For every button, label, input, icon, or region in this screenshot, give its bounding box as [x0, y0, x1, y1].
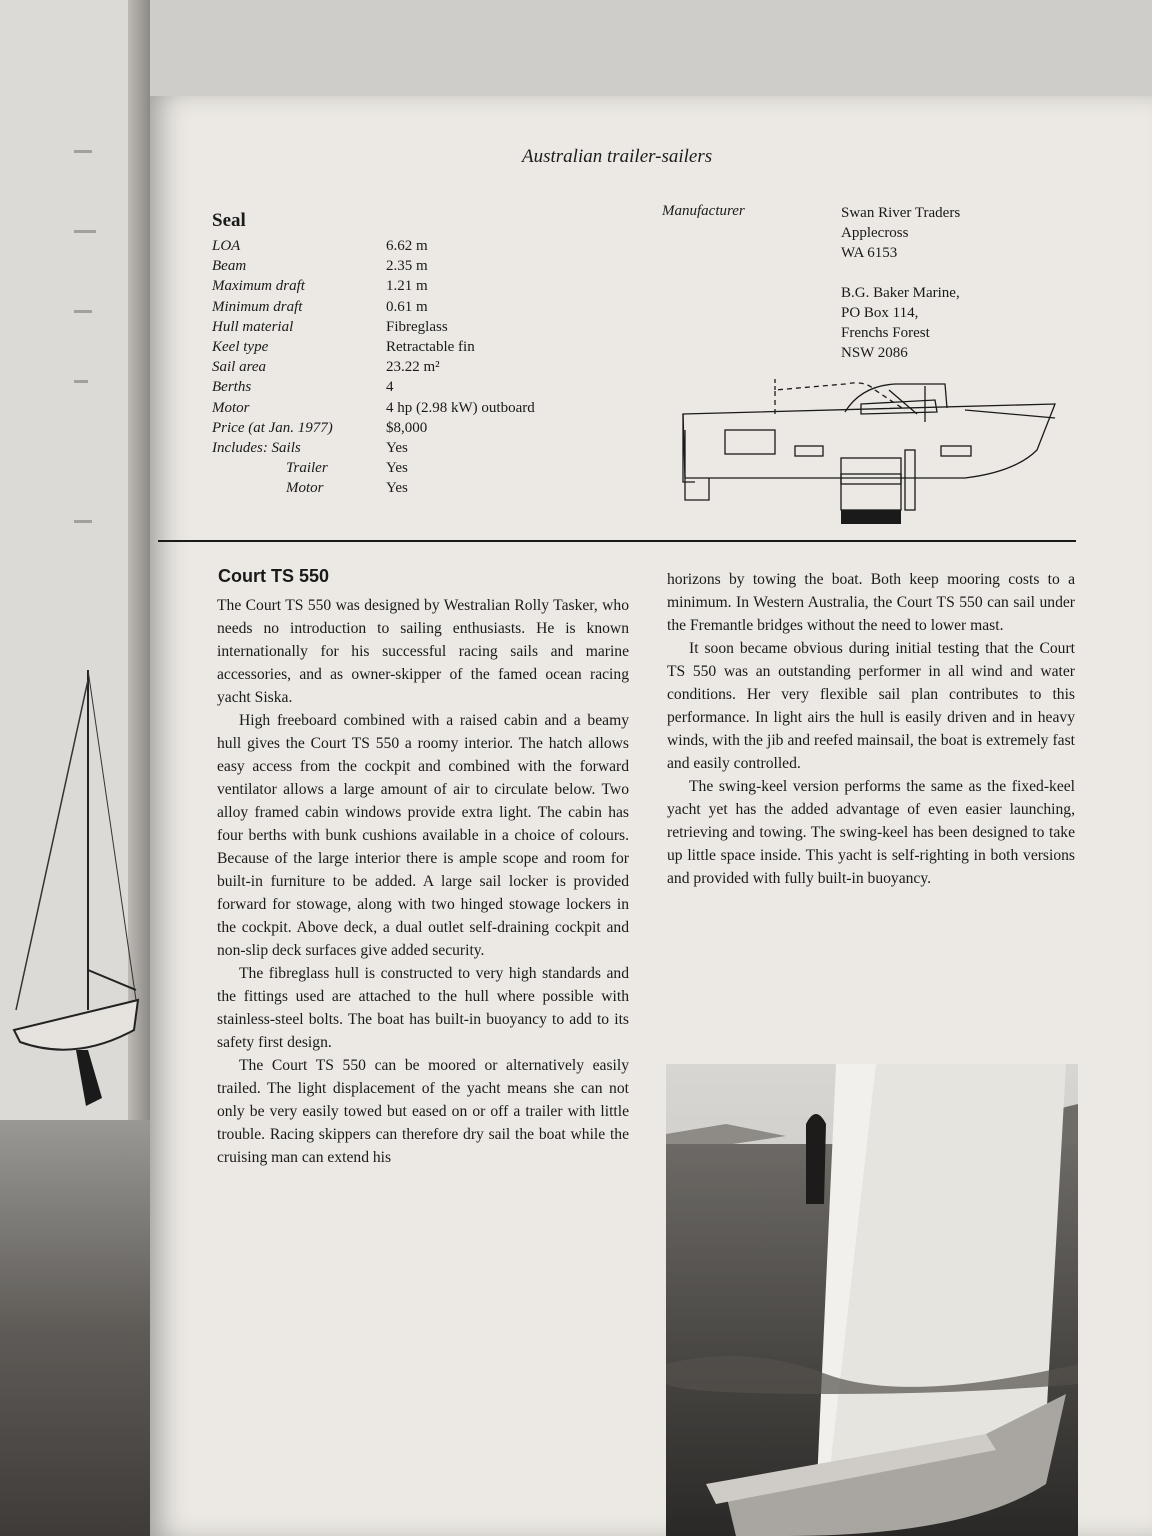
- spec-label: Minimum draft: [212, 298, 303, 315]
- spec-row: [212, 317, 535, 337]
- address-line: PO Box 114,: [841, 305, 919, 321]
- spec-label: Price (at Jan. 1977): [212, 419, 333, 436]
- spec-label: Motor: [286, 480, 324, 497]
- section-divider: [158, 540, 1076, 542]
- spec-row: [212, 478, 535, 498]
- facing-page-photo: [0, 1120, 150, 1536]
- spec-value: 23.22 m²: [386, 359, 440, 376]
- article-paragraph: High freeboard combined with a raised cabin and a beamy hull gives the Court TS 550 a roomy interior. The hatch allows easy access from the cockpit and combined with the forward ventilator allows a large amount of air to circulate below. Two alloy framed cabin windows provide extra light. The cabin has four berths with bunk cushions available in a choice of colours. Because of the large interior there is ample scope and room for built-in furniture to be added. A large sail locker is provided forward for stowage, along with two hinged stowage lockers in the cockpit. Above deck, a dual outlet self-draining cockpit and non-slip deck surfaces give added security.: [217, 712, 629, 959]
- sail-plan-drawing: [6, 670, 141, 1110]
- article-column-right: [667, 568, 1075, 890]
- spec-row: [212, 357, 535, 377]
- spec-row: [212, 438, 535, 458]
- address-line: Applecross: [841, 225, 909, 241]
- spec-value: 4: [386, 379, 394, 396]
- spec-label: Beam: [212, 258, 247, 275]
- spec-value: 6.62 m: [386, 238, 428, 254]
- address-line: WA 6153: [841, 245, 898, 261]
- address-line: Swan River Traders: [841, 205, 961, 221]
- sailing-photo: [666, 1064, 1078, 1536]
- address-line: NSW 2086: [841, 345, 908, 361]
- spec-row: [212, 418, 535, 438]
- spec-value: Yes: [386, 460, 408, 477]
- spec-row: [212, 236, 535, 256]
- spec-value: 1.21 m: [386, 278, 428, 295]
- spec-value: Yes: [386, 439, 408, 456]
- spec-row: [212, 458, 535, 478]
- spec-value: Retractable fin: [386, 338, 475, 355]
- keel-ballast: [841, 510, 901, 524]
- faded-text-mark: [74, 310, 92, 313]
- spec-label: Maximum draft: [212, 278, 305, 295]
- article-paragraph: The fibreglass hull is constructed to very high standards and the fittings used are attached to the hull where possible with stainless-steel bolts. The boat has built-in buoyancy to add to its safety first design.: [217, 965, 629, 1051]
- hull-profile-diagram: [665, 360, 1077, 535]
- faded-text-mark: [74, 520, 92, 523]
- faded-text-mark: [74, 230, 96, 233]
- article-paragraph: The swing-keel version performs the same as the fixed-keel yacht yet has the added advantage of even easier launching, retrieving and towing. The swing-keel has been designed to take up little space inside. This yacht is self-righting in both versions and provided with fully built-in buoyancy.: [667, 778, 1075, 887]
- address-line: B.G. Baker Marine,: [841, 285, 960, 301]
- spec-row: [212, 256, 535, 276]
- spec-label: Keel type: [212, 338, 269, 355]
- spec-value: 4 hp (2.98 kW) outboard: [386, 399, 535, 416]
- article-paragraph: horizons by towing the boat. Both keep mooring costs to a minimum. In Western Australia, the Court TS 550 can sail under the Fremantle bridges without the need to lower mast.: [667, 571, 1075, 634]
- spec-value: 2.35 m: [386, 258, 428, 275]
- spec-row: [212, 276, 535, 296]
- article-paragraph: The Court TS 550 was designed by Westralian Rolly Tasker, who needs no introduction to sailing enthusiasts. He is known internationally for his successful racing sails and marine accessories, and as owner-skipper of the famed ocean racing yacht Siska.: [217, 597, 629, 706]
- article-column-left: [217, 594, 629, 1169]
- article-paragraph: It soon became obvious during initial testing that the Court TS 550 was an outstanding performer in all wind and water conditions. Her very flexible sail plan contributes to this performance. In light airs the hull is easily driven and in heavy winds, with the jib and reefed mainsail, the boat is extremely fast and easily controlled.: [667, 640, 1075, 772]
- manufacturer-label: Manufacturer: [662, 203, 745, 219]
- spec-row: [212, 377, 535, 397]
- court-ts550-heading: Court TS 550: [218, 566, 330, 586]
- article-paragraph: The Court TS 550 can be moored or alternatively easily trailed. The light displacement of the yacht means she can not only be very easily towed but eased on or off a trailer with little trouble. Racing skippers can therefore dry sail the boat while the cruising man can extend his: [217, 1057, 629, 1166]
- address-line: Frenchs Forest: [841, 325, 930, 341]
- manufacturer-address-2: [841, 283, 960, 363]
- faded-text-mark: [74, 150, 92, 153]
- sailboat-image: [666, 1064, 1078, 1536]
- spec-label: Includes: Sails: [212, 439, 301, 456]
- seal-heading: Seal: [212, 210, 246, 231]
- faded-text-mark: [74, 380, 88, 383]
- spec-row: [212, 297, 535, 317]
- left-facing-page: [0, 0, 150, 1536]
- spec-row: [212, 398, 535, 418]
- running-head: Australian trailer-sailers: [522, 146, 713, 167]
- spec-label: Motor: [212, 399, 250, 416]
- spec-value: Fibreglass: [386, 318, 448, 335]
- spec-label: Berths: [212, 379, 252, 396]
- spec-value: $8,000: [386, 419, 428, 436]
- spec-value: 0.61 m: [386, 298, 428, 315]
- manufacturer-address-1: [841, 203, 960, 263]
- spec-label: LOA: [212, 238, 241, 254]
- spec-label: Trailer: [286, 460, 328, 477]
- seal-spec-table: [212, 236, 535, 498]
- spec-label: Sail area: [212, 359, 267, 376]
- spec-label: Hull material: [212, 318, 294, 335]
- spec-row: [212, 337, 535, 357]
- spec-value: Yes: [386, 480, 408, 497]
